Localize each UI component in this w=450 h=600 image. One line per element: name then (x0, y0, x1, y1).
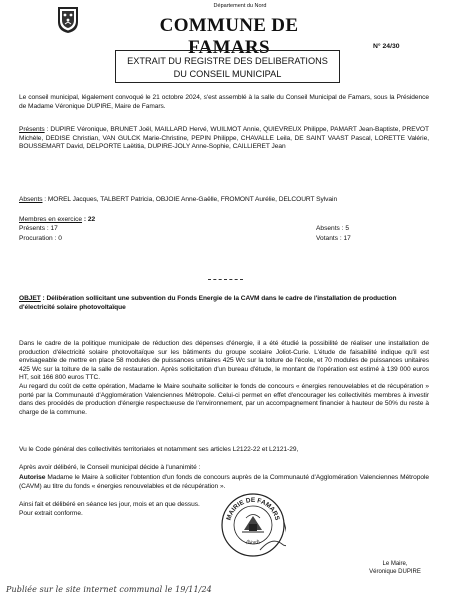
stamp-emblem-icon (242, 515, 264, 533)
coat-of-arms-icon (57, 6, 79, 34)
objet-paragraph (19, 295, 429, 312)
closing-block (19, 501, 219, 518)
context-paragraph: Dans le cadre de la politique municipale de réduction des dépenses d'énergie, il a été étudié la possibilité de réaliser une installation de production d'électricité solaire photovoltaïque sur les bâtiments du groupe scolaire Joliot-Curie. L'étude de faisabilité indique qu'il est envisageable de mettre en place 58 modules de puissances unitaires 425 Wc sur la toiture de l'école, et 70 modules de puissances unitaires 425 Wc sur la toiture de la salle de restauration. Après sollicitation d'un bureau d'étude, le montant de l'opération est estimé à 139 000 euros HT, soit 166 800 euros TTC. (19, 340, 429, 382)
commune-title: COMMUNE DE FAMARS (159, 15, 299, 58)
section-divider (208, 279, 243, 280)
autorise-text: Madame le Maire à solliciter l'obtention d'un fonds de concours auprès de la Communauté d'Agglomération Valenciennes Métropole (CAVM) au titre du fonds « énergies renouvelables et de récupération ». (19, 474, 429, 490)
presents-paragraph (19, 126, 429, 152)
objet-label: OBJET (19, 295, 41, 302)
presents-count: Présents : 17 (19, 225, 58, 232)
signature-title: Le Maire, (382, 561, 408, 567)
handwritten-publication-note: Publiée sur le site internet communal le 19/11/24 (6, 585, 212, 594)
stamp-bottom-text: (Nord) (245, 538, 261, 547)
deliberation-number: N° 24/30 (373, 43, 400, 50)
registre-box (115, 50, 340, 83)
presents-list: : DUPIRE Véronique, BRUNET Joël, MAILLARD Hervé, WUILMOT Annie, QUIEVREUX Philippe, PAMART Jean-Baptiste, PREVOT Michèle, DEDISE Christian, VAN GULCK Marie-Christine, PEPIN Philippe, CHAVALLE Leila, DE SAINT VAAST Pascal, LORETTE Valérie, BOUSSEMART David, DELPORTE Laëtitia, DUPIRE-JOLY Anne-Sophie, CAILLIERET Jean (19, 126, 429, 151)
conformity-line: Pour extrait conforme. (19, 509, 83, 517)
objet-text: : Délibération sollicitant une subvention du Fonds Energie de la CAVM dans le cadre de l'installation de production d'électricité solaire photovoltaïque (19, 295, 397, 311)
registre-title-line2: DU CONSEIL MUNICIPAL (173, 68, 282, 79)
absents-count: Absents : 5 (316, 225, 349, 232)
closing-line: Ainsi fait et délibéré en séance les jour, mois et an que dessus. (19, 501, 200, 508)
stamp-top-text: MAIRIE DE FAMARS (225, 497, 281, 522)
mairie-stamp (220, 492, 286, 558)
department-label: Département du Nord (213, 3, 267, 9)
absents-label: Absents (19, 196, 43, 203)
members-in-office (19, 216, 95, 225)
decision-intro: Après avoir délibéré, le Conseil municipal décide à l'unanimité : (19, 464, 201, 471)
registre-title-line1: EXTRAIT DU REGISTRE DES DELIBERATIONS (127, 56, 328, 66)
votants-count: Votants : 17 (316, 235, 351, 242)
procuration-count: Procuration : 0 (19, 235, 62, 242)
members-value: : 22 (82, 216, 96, 223)
decision-paragraph (19, 474, 429, 491)
presents-label: Présents (19, 126, 45, 133)
members-label: Membres en exercice (19, 216, 83, 223)
signature-name: Véronique DUPIRE (369, 569, 421, 575)
absents-paragraph (19, 196, 429, 205)
intro-paragraph: Le conseil municipal, légalement convoqué le 21 octobre 2024, s'est assemblé à la salle du Conseil Municipal de Famars, sous la Présidence de Madame Véronique DUPIRE, Maire de Famars. (19, 94, 429, 110)
signature-block (360, 560, 430, 576)
autorise-label: Autorise (19, 474, 46, 481)
absents-list: : MOREL Jacques, TALBERT Patricia, OBJOIE Anne-Gaëlle, FROMONT Aurélie, DELCOURT Sylvain (42, 196, 338, 203)
legal-basis-paragraph: Vu le Code général des collectivités territoriales et notamment ses articles L2122-22 et L2121-29, (19, 446, 299, 453)
funding-paragraph: Au regard du coût de cette opération, Madame le Maire souhaite solliciter le fonds de concours « énergies renouvelables et de récupération » porté par la Communauté d'Agglomération Valenciennes Métropole. Celui-ci permet en effet d'encourager les collectivités membres à investir dans des procédés de production d'énergie respectueuse de l'environnement, par un accompagnement financier à hauteur de 50% du reste à charge de la commune. (19, 383, 429, 416)
